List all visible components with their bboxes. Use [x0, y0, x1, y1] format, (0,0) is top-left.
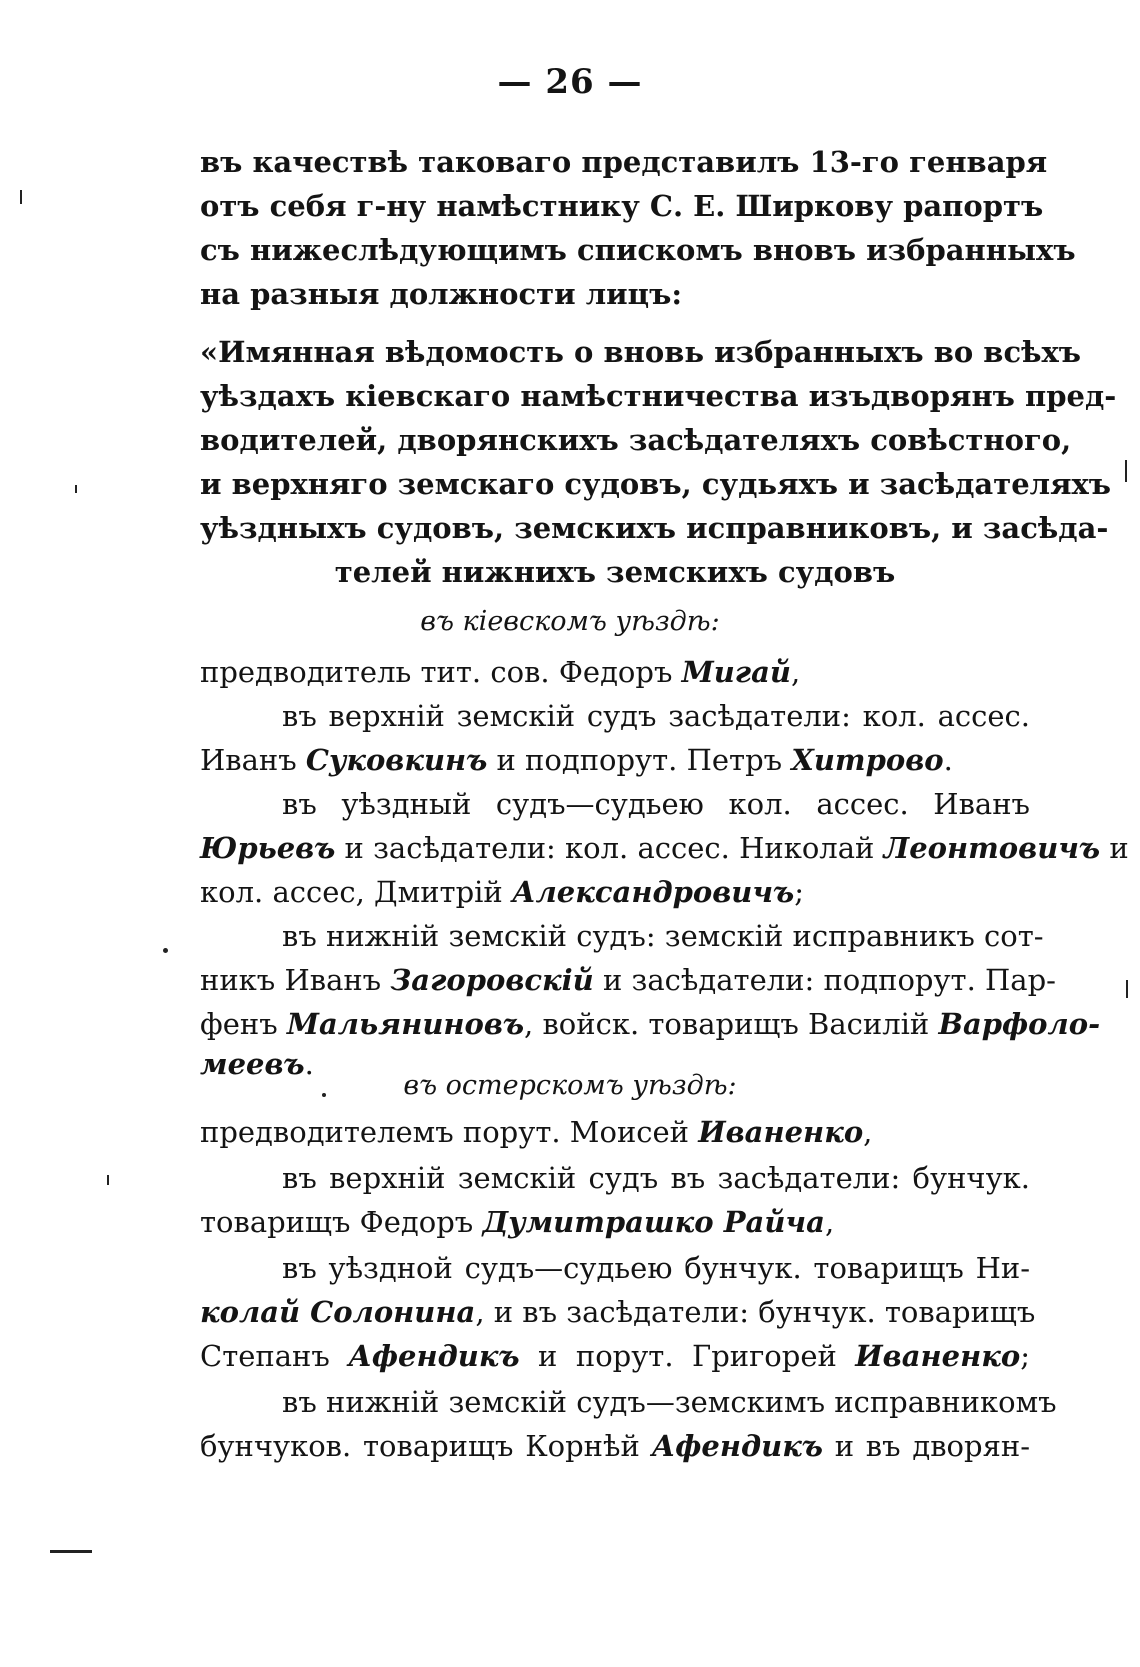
text-line: телей нижнихъ земскихъ судовъ [334, 555, 896, 589]
person-name: Суковкинъ [305, 743, 488, 777]
text-line: меевъ. [200, 1047, 314, 1081]
text-line: Степанъ Афендикъ и порут. Григорей Иваненко; [200, 1339, 1030, 1373]
text-line: уѣздныхъ судовъ, земскихъ исправниковъ, и засѣда- [200, 511, 1109, 545]
page-number: — 26 — [497, 62, 643, 102]
person-name: Хитрово [791, 743, 944, 777]
person-name: колай Солонина [200, 1295, 476, 1329]
text-line: отъ себя г-ну намѣстнику С. Е. Ширкову рапортъ [200, 189, 1044, 223]
scan-mark [163, 948, 168, 953]
section-heading-kiev: въ кіевскомъ уѣздѣ: [420, 606, 720, 637]
text-line: въ качествѣ таковаго представилъ 13-го генваря [200, 145, 1048, 179]
text-line: водителей, дворянскихъ засѣдателяхъ совѣстного, [200, 423, 1072, 457]
text-line: въ уѣздной судъ—судьею бунчук. товарищъ Ни- [282, 1251, 1030, 1285]
person-name: Александровичъ [511, 875, 795, 909]
text-line: уѣздахъ кіевскаго намѣстничества изъдворянъ пред- [200, 379, 1117, 413]
person-name: Юрьевъ [200, 831, 336, 865]
text-line: въ верхній земскій судъ засѣдатели: кол. ассес. [282, 699, 1030, 733]
text-line: бунчуков. товарищъ Корнѣй Афендикъ и въ дворян- [200, 1429, 1030, 1463]
scan-mark [50, 1550, 92, 1553]
text-line: въ уѣздный судъ—судьею кол. ассес. Иванъ [282, 787, 1030, 821]
text-line: предводитель тит. сов. Федоръ Мигай, [200, 655, 801, 689]
scan-mark [1126, 980, 1128, 998]
person-name: Иваненко [855, 1339, 1021, 1373]
text-line: въ верхній земскій судъ въ засѣдатели: бунчук. [282, 1161, 1030, 1195]
text-line: предводителемъ порут. Моисей Иваненко, [200, 1115, 873, 1149]
text-line: и верхняго земскаго судовъ, судьяхъ и засѣдателяхъ [200, 467, 1112, 501]
text-line: въ нижній земскій судъ: земскій исправникъ сот- [282, 919, 1044, 953]
person-name: Варфоло- [938, 1007, 1101, 1041]
text-line: колай Солонина, и въ засѣдатели: бунчук. товарищъ [200, 1295, 1036, 1329]
person-name: меевъ [200, 1047, 305, 1081]
text-line: фенъ Мальяниновъ, войск. товарищъ Василій Варфоло- [200, 1007, 1101, 1041]
text-line: «Имянная вѣдомость о вновь избранныхъ во всѣхъ [200, 335, 1082, 369]
text-line: товарищъ Федоръ Думитрашко Райча, [200, 1205, 835, 1239]
person-name: Афендикъ [348, 1339, 520, 1373]
text-line: въ нижній земскій судъ—земскимъ исправникомъ [282, 1385, 1057, 1419]
text-line: кол. ассес, Дмитрій Александровичъ; [200, 875, 804, 909]
person-name: Думитрашко Райча [482, 1205, 825, 1239]
scan-mark [20, 190, 22, 204]
scan-mark [75, 485, 77, 493]
person-name: Мальяниновъ [286, 1007, 525, 1041]
text-line: на разныя должности лицъ: [200, 277, 683, 311]
scan-mark [1125, 460, 1127, 482]
text-line: Юрьевъ и засѣдатели: кол. ассес. Николай Леонтовичъ и [200, 831, 1129, 865]
text-line: Иванъ Суковкинъ и подпорут. Петръ Хитрово. [200, 743, 953, 777]
text-line: никъ Иванъ Загоровскій и засѣдатели: подпорут. Пар- [200, 963, 1056, 997]
text-line: съ нижеслѣдующимъ спискомъ вновъ избранныхъ [200, 233, 1076, 267]
scan-mark [107, 1175, 109, 1185]
scan-mark [322, 1093, 326, 1097]
section-heading-oster: въ остерскомъ уѣздѣ: [403, 1070, 737, 1101]
person-name: Мигай [681, 655, 791, 689]
person-name: Загоровскій [390, 963, 594, 997]
person-name: Иваненко [698, 1115, 864, 1149]
person-name: Афендикъ [651, 1429, 823, 1463]
person-name: Леонтовичъ [883, 831, 1101, 865]
